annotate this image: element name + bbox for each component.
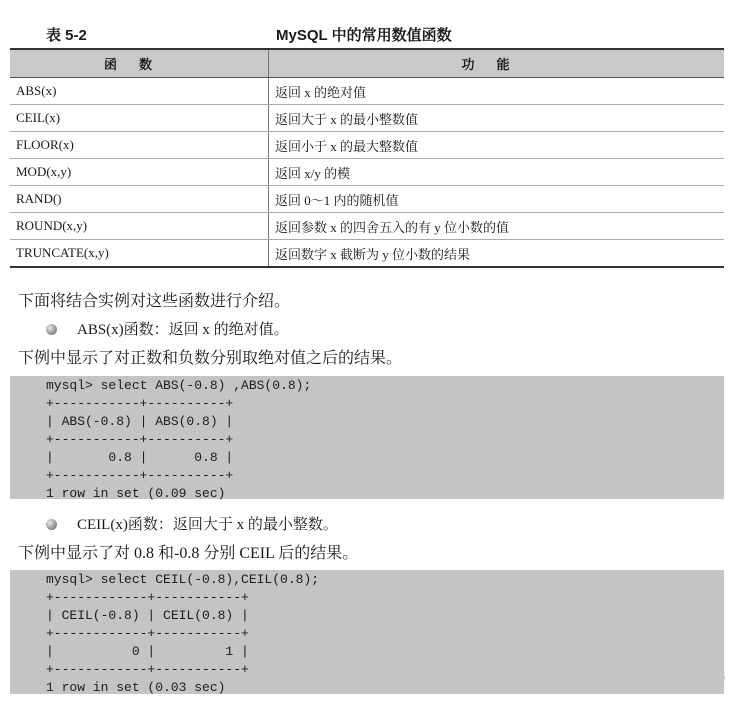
function-description: 返回小于 x 的最大整数值 [269, 132, 725, 159]
table-row [10, 78, 724, 105]
code-line: | 0 | 1 | [46, 644, 249, 659]
code-line: | ABS(-0.8) | ABS(0.8) | [46, 414, 234, 429]
table-row [10, 132, 724, 159]
table-row [10, 159, 724, 186]
table-caption [0, 22, 742, 44]
ceil-bullet [46, 513, 338, 534]
function-name: TRUNCATE(x,y) [10, 240, 269, 268]
table-row [10, 240, 724, 268]
table-number: 表 5-2 [46, 27, 87, 44]
numeric-functions-table [10, 48, 724, 268]
bullet-icon [46, 324, 57, 335]
ceil-description: 下例中显示了对 0.8 和-0.8 分别 CEIL 后的结果。 [18, 545, 359, 562]
code-line: | CEIL(-0.8) | CEIL(0.8) | [46, 608, 249, 623]
code-line: mysql> select CEIL(-0.8),CEIL(0.8); [46, 572, 320, 587]
abs-bullet [46, 318, 289, 339]
code-line: +-----------+----------+ [46, 468, 234, 483]
function-description: 返回参数 x 的四舍五入的有 y 位小数的值 [269, 213, 725, 240]
code-line: 1 row in set (0.03 sec) [46, 680, 226, 695]
function-name: MOD(x,y) [10, 159, 269, 186]
abs-description: 下例中显示了对正数和负数分别取绝对值之后的结果。 [18, 350, 403, 367]
function-name: RAND() [10, 186, 269, 213]
function-description: 返回 0～1 内的随机值 [269, 186, 725, 213]
table-header-row [10, 49, 724, 78]
table-row [10, 105, 724, 132]
header-function: 函数 [10, 49, 269, 78]
code-line: 1 row in set (0.09 sec) [46, 486, 226, 501]
ceil-code-block [10, 570, 724, 694]
function-name: FLOOR(x) [10, 132, 269, 159]
function-description: 返回数字 x 截断为 y 位小数的结果 [269, 240, 725, 268]
code-line: +------------+-----------+ [46, 626, 249, 641]
code-line: | 0.8 | 0.8 | [46, 450, 234, 465]
function-description: 返回大于 x 的最小整数值 [269, 105, 725, 132]
bullet-icon [46, 519, 57, 530]
function-name: ABS(x) [10, 78, 269, 105]
function-description: 返回 x/y 的模 [269, 159, 725, 186]
table-row [10, 213, 724, 240]
ceil-bullet-text: CEIL(x)函数：返回大于 x 的最小整数。 [77, 517, 338, 533]
abs-code-block [10, 376, 724, 499]
function-description: 返回 x 的绝对值 [269, 78, 725, 105]
table-title: MySQL 中的常用数值函数 [276, 27, 452, 44]
code-line: mysql> select ABS(-0.8) ,ABS(0.8); [46, 378, 312, 393]
function-name: ROUND(x,y) [10, 213, 269, 240]
code-line: +------------+-----------+ [46, 590, 249, 605]
function-name: CEIL(x) [10, 105, 269, 132]
abs-bullet-text: ABS(x)函数：返回 x 的绝对值。 [77, 322, 289, 338]
code-line: +-----------+----------+ [46, 396, 234, 411]
code-line: +------------+-----------+ [46, 662, 249, 677]
header-description: 功能 [269, 49, 725, 78]
intro-paragraph: 下面将结合实例对这些函数进行介绍。 [18, 293, 291, 310]
table-row [10, 186, 724, 213]
code-line: +-----------+----------+ [46, 432, 234, 447]
page-number: 6 [718, 668, 726, 684]
